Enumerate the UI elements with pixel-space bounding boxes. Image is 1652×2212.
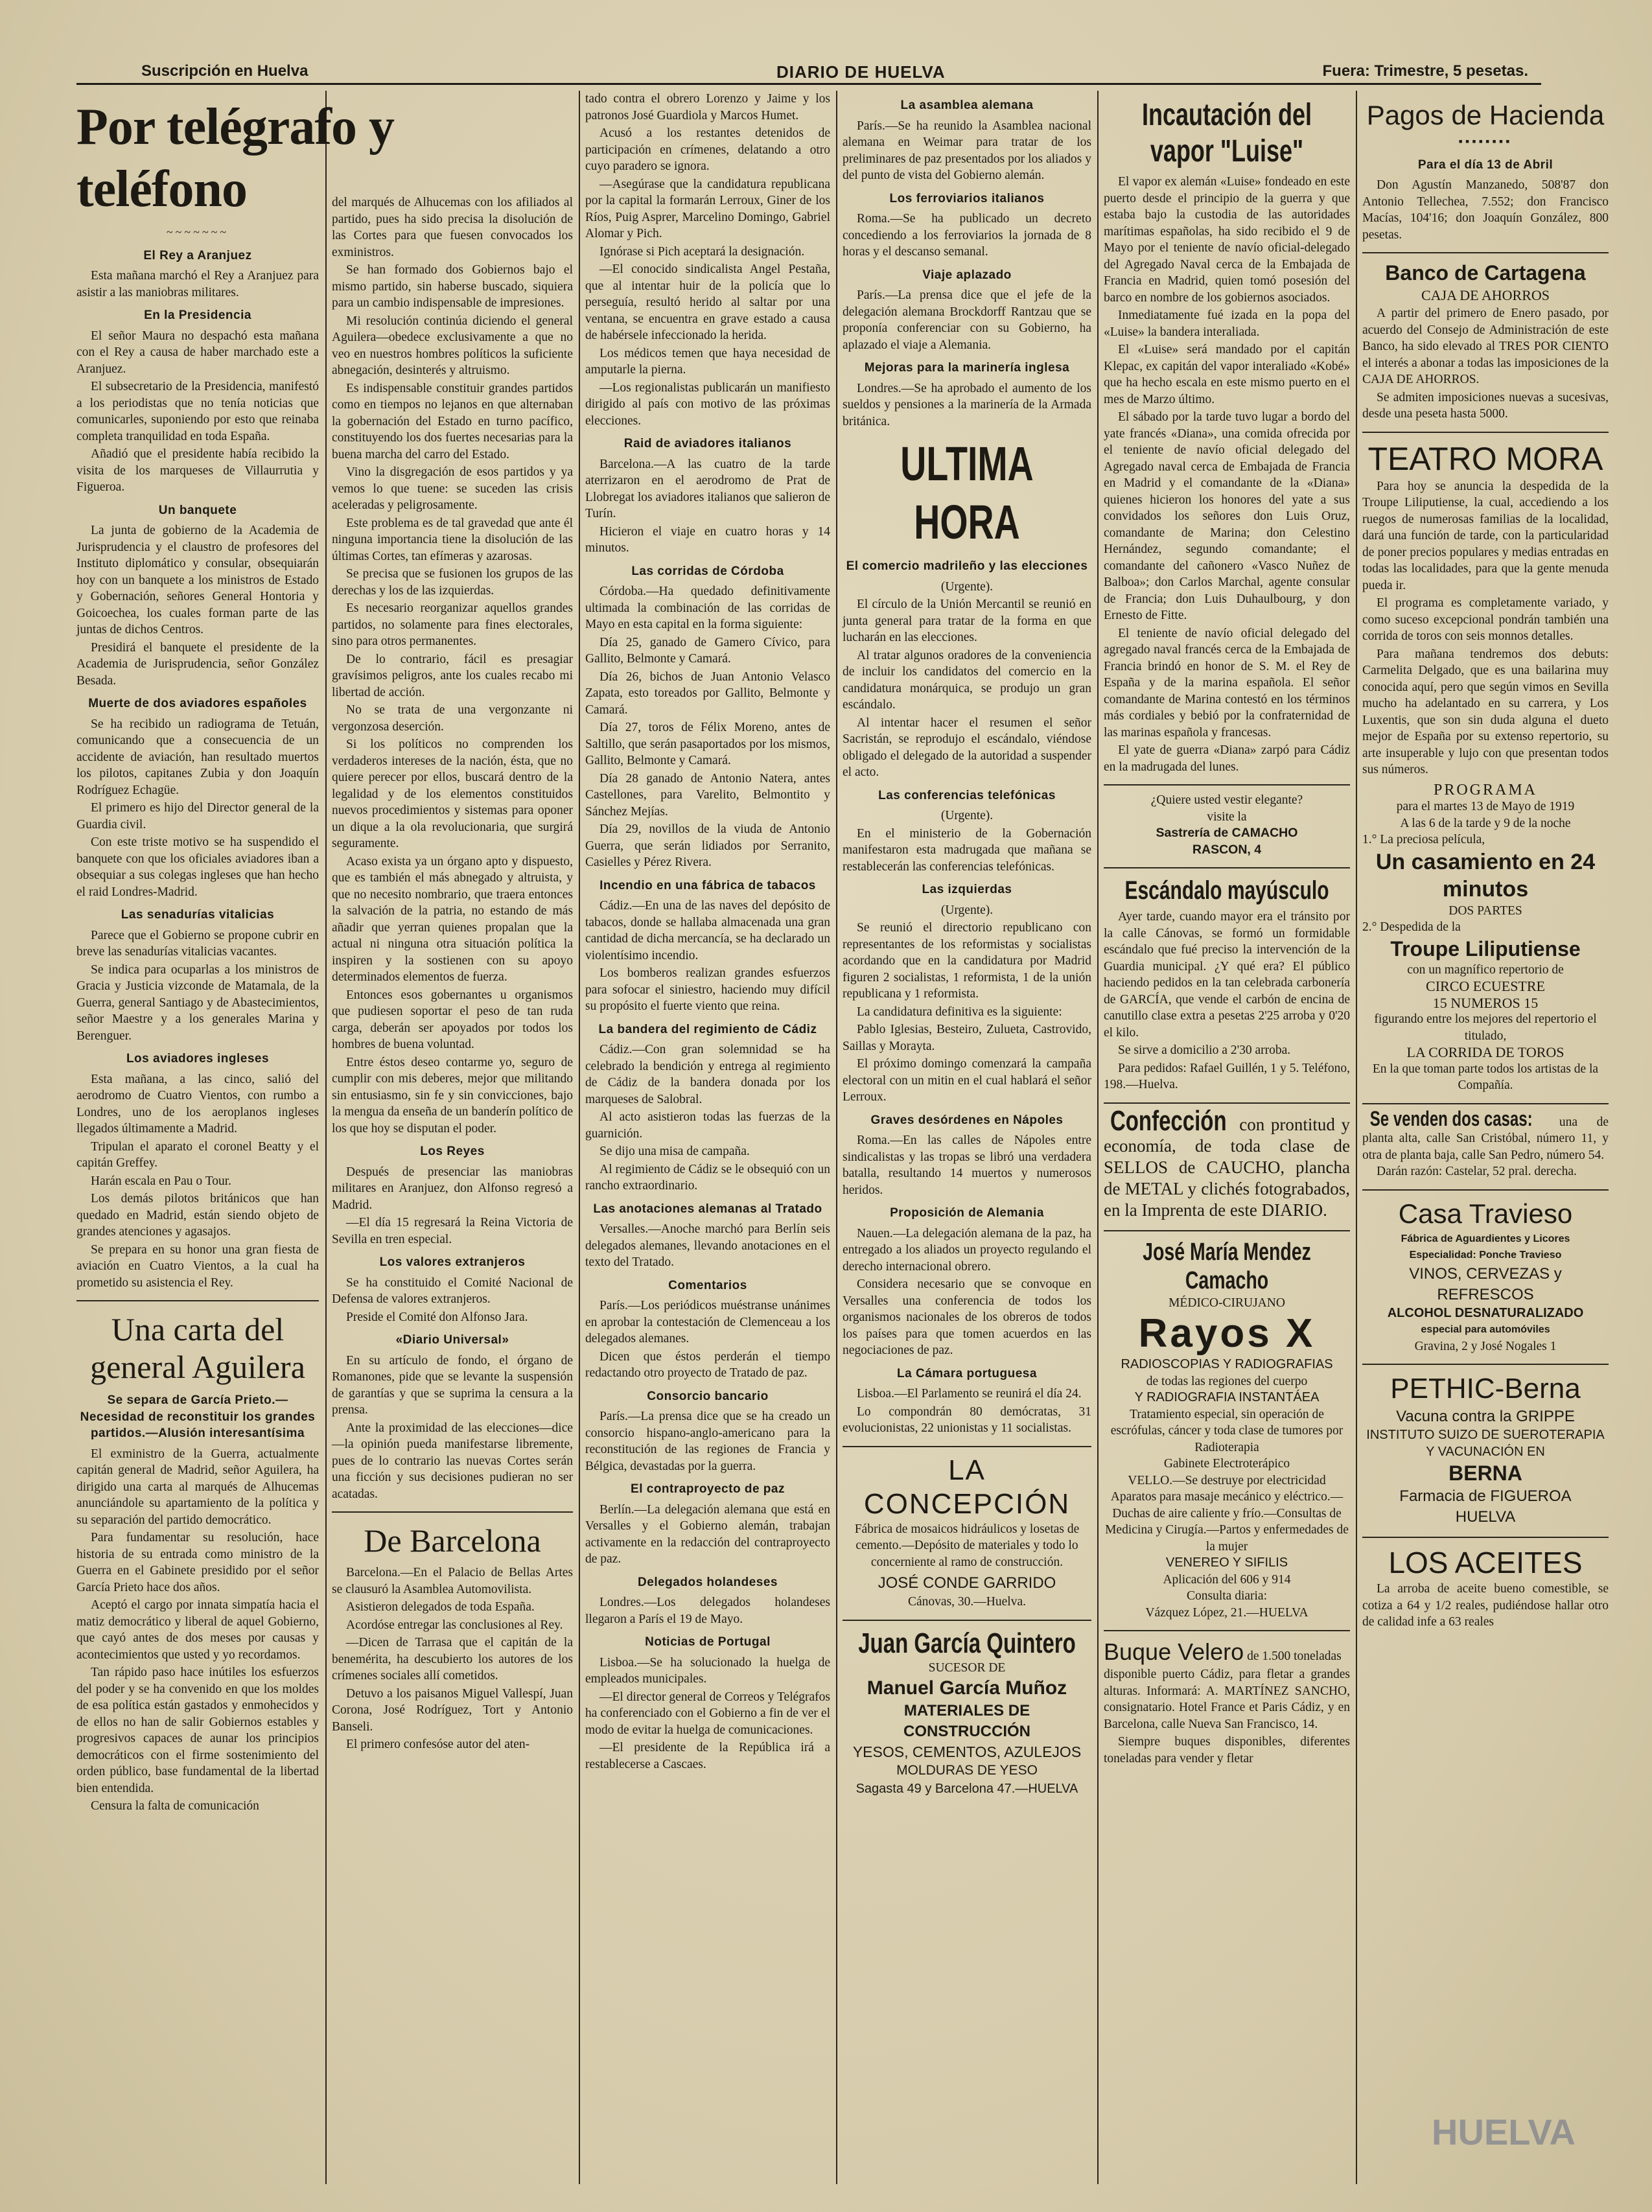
paragraph: —Dicen de Tarrasa que el capitán de la benemérita, ha descubierto los autores de los crímenes sociales allí cometidos. — [332, 1636, 573, 1682]
divider — [1104, 1230, 1350, 1231]
headline: Los ferroviarios italianos — [889, 191, 1045, 205]
ad-confeccion — [1104, 1104, 1351, 1221]
paragraph: Inmediatamente fué izada en la popa del «Luise» la bandera interaliada. — [1104, 309, 1350, 339]
paragraph: Se ha recibido un radiograma de Tetuán, comunicando que a consecuencia de un accidente de aviación, han resultado muertos los pilotos, capitanes Zubia y don Joaquín Rodríguez Echagüe. — [76, 717, 319, 797]
paragraph: Presidirá el banquete el presidente de la Academia de Jurisprudencia, señor González Besada. — [76, 640, 319, 688]
paragraph: Es necesario reorganizar aquellos grandes partidos, no solamente para fines electorales, sino para otros permanentes. — [332, 601, 573, 648]
ad-text: La arroba de aceite bueno comestible, se cotiza a 64 y 1/2 reales, pudiéndose hallar otro de calidad infe a 63 reales — [1362, 1582, 1609, 1629]
column-1 — [76, 91, 394, 2184]
headline: Proposición de Alemania — [890, 1206, 1044, 1220]
urgent-label: (Urgente). — [940, 903, 994, 917]
column-2 — [332, 194, 573, 2184]
paragraph: Ayer tarde, cuando mayor era el tránsito por la calle Cánovas, se formó un formidable escándalo que fué preciso la intervención de la Guardia municipal. ¿Y qué era? El público haciendo pedidos en la tan celebrada carbonería de GARCÍA, que vende el carbón de encina de canutillo clase extra a pesetas 2'25 arroba y 0'20 el kilo. — [1104, 910, 1350, 1040]
paragraph: Acordóse entregar las conclusiones al Rey. — [346, 1618, 563, 1632]
paragraph: Considera necesario que se convoque en Versalles una conferencia de todos los organismos nacionales de los obreros de todos los países para que tomen acuerdos en las negociaciones de paz. — [843, 1277, 1091, 1357]
paragraph: En su artículo de fondo, el órgano de Romanones, pide que se levante la suspensión de garantías y que se suprima la censura a la prensa. — [332, 1353, 573, 1417]
paragraph: Con este triste motivo se ha suspendido el banquete con que los oficiales aviadores iban a obsequiar a sus colegas ingleses que han hecho el raid Londres-Madrid. — [76, 835, 319, 899]
ad-text: Manuel García Muñoz — [867, 1677, 1067, 1699]
ad-address: Vázquez López, 21.—HUELVA — [1145, 1605, 1309, 1620]
paragraph: Dicen que éstos perderán el tiempo redactando otro proyecto de Tratado de paz. — [585, 1349, 830, 1380]
paragraph: Para mañana tendremos dos debuts: Carmelita Delgado, que es una bailarina muy conocida aquí, pero que según vimos en Sevilla mucho ha adelantado en su carrera, y Los Luxentis, que son sin duda alguna el dueto mejor de España por su extenso repertorio, su arte insuperable y lujo con que presentan todos sus números. — [1362, 647, 1609, 776]
paragraph: Se han formado dos Gobiernos bajo el mismo partido, sin haberse buscado, siquiera para un cambio indispensable de impresiones. — [332, 263, 573, 310]
ad-sastreria-camacho — [1104, 792, 1350, 858]
paragraph: El teniente de navío oficial delegado del agregado naval francés cerca de la Embajada de Francia brindó en honor de S. M. el Rey de España y de la marina española. El señor comandante de Marina contestó en los términos más cordiales y bebió por la confraternidad de las marinas española y francesas. — [1104, 626, 1350, 739]
ad-address: Cánovas, 30.—Huelva. — [908, 1595, 1026, 1609]
column-rule — [579, 91, 580, 2184]
divider — [1104, 867, 1350, 868]
ornament: ▪▪▪▪▪▪▪▪ — [1458, 135, 1513, 148]
headline: Los valores extranjeros — [379, 1255, 526, 1269]
paragraph: Día 29, novillos de la viuda de Antonio Guerra, que serán lidiados por Serranito, Casielles y Pérez Rivera. — [585, 822, 830, 869]
paragraph: Este problema es de tal gravedad que ante él ninguna importancia tiene la disolución de las últimas Cortes, tan efímeras y azarosas. — [332, 516, 573, 563]
subscription-label: Suscripción en Huelva — [141, 62, 308, 80]
paragraph: Tan rápido paso hace inútiles los esfuerzos del poder y se ha convenido en que los moldes de esa política están gastados y enmohecidos y de ellos no han de salir Gobiernos estables y progresivos capaces de aunar los principios democráticos con el firme sostenimiento del orden público, base fundamental de la libertad bien entendida. — [76, 1666, 319, 1795]
ad-title-banco-cartagena: Banco de Cartagena — [1385, 261, 1586, 285]
ad-text: Aplicación del 606 y 914 — [1163, 1572, 1291, 1587]
paragraph: Lo compondrán 80 demócratas, 31 evolucionistas, 22 unionistas y 11 socialistas. — [843, 1404, 1091, 1435]
ad-text: visite la — [1207, 809, 1247, 824]
program-title: PROGRAMA — [1433, 781, 1538, 798]
paragraph: Córdoba.—Ha quedado definitivamente ultimada la combinación de las corridas de Mayo en esta capital en la forma siguiente: — [585, 585, 830, 631]
ornament: ~~~~~~~ — [166, 226, 229, 239]
section-title-barcelona: De Barcelona — [364, 1522, 541, 1559]
headline: Las anotaciones alemanas al Tratado — [593, 1202, 822, 1216]
paragraph: París.—Los periódicos muéstranse unánimes en aprobar la contestación de Clemenceau a los delegados alemanes. — [585, 1299, 830, 1345]
ad-text: VENEREO Y SIFILIS — [1165, 1555, 1288, 1570]
divider — [1104, 1630, 1350, 1631]
ad-text: MATERIALES DE CONSTRUCCIÓN — [903, 1702, 1030, 1740]
headline: Las senadurías vitalicias — [121, 908, 275, 922]
ad-text: Siempre buques disponibles, diferentes toneladas para vender y fletar — [1104, 1735, 1350, 1765]
ad-text: MÉDICO-CIRUJANO — [1169, 1296, 1285, 1310]
paragraph: —El presidente de la República irá a restablecerse a Cascaes. — [585, 1741, 830, 1771]
paragraph: —El director general de Correos y Telégrafos ha conferenciado con el Gobierno a fin de ver el modo de evitar la huelga de comunicaciones. — [585, 1690, 830, 1737]
paragraph: La junta de gobierno de la Academia de Jurisprudencia y el claustro de profesores del Instituto diplomático y consular, obsequiarán hoy con un banquete a los ministros de Estado y Gobernación, señores General Hontoria y Goicoechea, los cuales forman parte de las juntas de dichos Centros. — [76, 524, 319, 636]
ad-text: Sastrería de CAMACHO — [1156, 826, 1298, 840]
paragraph: París.—La prensa dice que se ha creado un consorcio hispano-anglo-americano para la reconstitución de las regiones de Francia y Bélgica, devastadas por la guerra. — [585, 1410, 830, 1473]
ad-title: PETHIC-Berna — [1390, 1373, 1581, 1404]
paragraph: Si los políticos no comprenden los verdaderos intereses de la nación, ésta, que no quiere perecer por ellos, buscará dentro de la legalidad y de los elementos constituidos nuevos procedimientos y sistemas para oponer un dique a la ola revolucionaria, que surgirá seguramente. — [332, 738, 573, 850]
paragraph: En el ministerio de la Gobernación manifestaron esta madrugada que mañana se restablecerán las conferencias telefónicas. — [843, 826, 1091, 874]
ad-garcia-quintero — [843, 1627, 1091, 1799]
paragraph: Mi resolución continúa diciendo el general Aguilera—obedece exclusivamente a que no veo en nuestros hombres políticos la suficiente abnegación, desinterés y altruismo. — [332, 314, 573, 377]
paragraph: Se indica para ocuparlas a los ministros de Gracia y Justicia vizconde de Matamala, de la Guerra, general Santiago y de Abastecimientos, señor Maestre y a los generales Marina y Berenguer. — [76, 962, 319, 1043]
column-4 — [843, 91, 1091, 2184]
column-rule — [325, 91, 327, 2184]
ad-text: HUELVA — [1455, 1508, 1516, 1526]
column-rule — [836, 91, 837, 2184]
paragraph: —Los regionalistas publicarán un manifiesto dirigido al país con motivo de las próximas elecciones. — [585, 380, 830, 428]
headline: Mejoras para la marinería inglesa — [864, 361, 1070, 375]
ad-pethic-berna — [1362, 1371, 1609, 1528]
paragraph: Se precisa que se fusionen los grupos de las derechas y los de las izquierdas. — [332, 567, 573, 598]
paragraph: Cádiz.—Con gran solemnidad se ha celebrado la bendición y entrega al regimiento de Cádiz de la bandera donada por los marqueses de Salobral. — [585, 1043, 830, 1106]
column-6 — [1362, 91, 1609, 2184]
paragraph: Acusó a los restantes detenidos de participación en crímenes, delatando a otro cuyo paradero se ignora. — [585, 126, 830, 173]
column-rule — [1356, 91, 1357, 2184]
headline: Muerte de dos aviadores españoles — [88, 697, 307, 710]
ad-text: Especialidad: Ponche Travieso — [1409, 1250, 1562, 1261]
ad-subtitle: CAJA DE AHORROS — [1421, 287, 1550, 303]
paragraph: Añadió que el presidente había recibido la visita de los marqueses de Villaurrutia y Figueroa. — [76, 447, 319, 494]
ad-text: Fábrica de Aguardientes y Licores — [1401, 1233, 1570, 1244]
paragraph: El «Luise» será mandado por el capitán Klepac, ex capitán del vapor interaliado «Kobé» que ha hecho escala en este mismo puerto en el mes de Marzo último. — [1104, 343, 1350, 406]
ad-title: Casa Travieso — [1398, 1198, 1573, 1229]
paragraph: Preside el Comité don Alfonso Jara. — [346, 1310, 528, 1324]
newspaper-name: DIARIO DE HUELVA — [776, 62, 946, 82]
article-title-escandalo: Escándalo mayúsculo — [1124, 876, 1329, 905]
paragraph: La candidatura definitiva es la siguiente: — [857, 1005, 1062, 1019]
paragraph: Al regimiento de Cádiz se le obsequió con un rancho extraordinario. — [585, 1162, 830, 1193]
article-title-luise: Incautación del vapor "Luise" — [1141, 98, 1312, 169]
paragraph: Día 26, bichos de Juan Antonio Velasco Zapata, esto toreados por Gallito, Belmonte y Camará. — [585, 669, 830, 717]
paragraph: Al intentar hacer el resumen el señor Sacristán, se reprodujo el escándalo, viéndose obligado el delegado de la autoridad a suspender el acto. — [843, 716, 1091, 779]
ad-los-aceites — [1362, 1544, 1609, 1631]
paragraph: El yate de guerra «Diana» zarpó para Cádiz en la madrugada del lunes. — [1104, 743, 1350, 774]
masthead-bar — [76, 60, 1541, 85]
column-3 — [585, 91, 830, 2184]
divider — [1104, 784, 1350, 786]
paragraph: Esta mañana, a las cinco, salió del aerodromo de Cuatro Vientos, con rumbo a Londres, uno de los aeroplanos ingleses llegados últimamente a Madrid. — [76, 1072, 319, 1135]
program-times: A las 6 de la tarde y 9 de la noche — [1400, 816, 1571, 830]
headline: Un banquete — [158, 503, 237, 517]
ad-text: Vacuna contra la GRIPPE — [1396, 1408, 1575, 1425]
program-item: con un magnífico repertorio de — [1407, 962, 1564, 977]
headline: Viaje aplazado — [922, 268, 1012, 282]
ad-text: SUCESOR DE — [928, 1660, 1006, 1675]
ad-text: ¿Quiere usted vestir elegante? — [1150, 793, 1303, 807]
paragraph: —Asegúrase que la candidatura republicana por la capital la formarán Lerroux, Giner de los Ríos, Puig Asprer, Marcelino Domingo, Gabriel Alomar y Pich. — [585, 177, 830, 240]
paragraph: Acaso exista ya un órgano apto y dispuesto, que es también el más abnegado y altruista, y que no necesito nombrario, que traera entonces la salvación de la patria, no estando de más añadir que yerran quienes propalan que la actual ni ninguna otra situación política la inspiren y la sostienen con su apoyo determinados elementos de fuerza. — [332, 854, 573, 984]
paragraph: Harán escala en Pau o Tour. — [91, 1174, 232, 1188]
paragraph: Tripulan el aparato el coronel Beatty y el capitán Greffey. — [76, 1139, 319, 1170]
divider — [1362, 1189, 1609, 1191]
price-label: Fuera: Trimestre, 5 pesetas. — [1322, 62, 1528, 80]
paragraph: Para pedidos: Rafael Guillén, 1 y 5. Teléfono, 198.—Huelva. — [1104, 1061, 1350, 1091]
column-rule — [1097, 91, 1099, 2184]
ad-title: LA CONCEPCIÓN — [863, 1454, 1071, 1520]
ad-text: Darán razón: Castelar, 52 pral. derecha. — [1377, 1165, 1577, 1178]
headline: Noticias de Portugal — [645, 1635, 771, 1649]
paragraph: Al acto asistieron todas las fuerzas de la guarnición. — [585, 1110, 830, 1141]
paragraph: —El día 15 regresará la Reina Victoria de Sevilla en tren especial. — [332, 1216, 573, 1246]
paragraph: París.—Se ha reunido la Asamblea nacional alemana en Weimar para tratar de los preliminares de paz presentados por los aliados y del punto de vista del Gobierno alemán. — [843, 119, 1091, 182]
ad-text: Gabinete Electroterápico — [1163, 1457, 1290, 1471]
ad-rayos-x: Rayos X — [1138, 1311, 1316, 1356]
paragraph: Roma.—Se ha publicado un decreto concediendo a los ferroviarios la jornada de 8 horas y el descanso semanal. — [843, 212, 1091, 259]
divider — [332, 1511, 573, 1513]
paragraph: Para fundamentar su resolución, hace historia de su entrada como ministro de la Guerra en el Gabinete presidido por el señor García Prieto hace dos años. — [76, 1531, 319, 1594]
troupe-title: Troupe Liliputiense — [1390, 937, 1581, 960]
ad-address: Sagasta 49 y Barcelona 47.—HUELVA — [855, 1782, 1078, 1796]
ad-address: RASCON, 4 — [1192, 842, 1262, 857]
headline: Para el día 13 de Abril — [1417, 157, 1553, 172]
ad-title: Buque Velero — [1104, 1638, 1244, 1665]
headline: El Rey a Aranjuez — [143, 248, 252, 262]
paragraph: Asistieron delegados de toda España. — [346, 1600, 535, 1614]
divider — [1362, 1364, 1609, 1365]
paragraph: —El conocido sindicalista Angel Pestaña, que al intentar huir de la policía que lo perseguía, resultó herido al saltar por una ventana, se encuentra en grave estado a causa de habérsele infeccionado la herida. — [585, 262, 830, 342]
paragraph: Pablo Iglesias, Besteiro, Zulueta, Castrovido, Saillas y Morayta. — [843, 1023, 1091, 1053]
headline: Las corridas de Córdoba — [631, 564, 784, 578]
paragraph: Los bomberos realizan grandes esfuerzos para sofocar el siniestro, haciendo muy difícil su propósito el fuerte viento que reina. — [585, 966, 830, 1013]
paragraph: Londres.—Se ha aprobado el aumento de los sueldos y pensiones a la marinería de la Armada británica. — [843, 381, 1091, 428]
headline: Raid de aviadores italianos — [623, 437, 792, 450]
program-date: para el martes 13 de Mayo de 1919 — [1396, 800, 1575, 813]
ad-text: Fábrica de mosaicos hidráulicos y losetas de cemento.—Depósito de materiales y todo lo concerniente al ramo de construcción. — [854, 1522, 1080, 1569]
paragraph: Esta mañana marchó el Rey a Aranjuez para asistir a las maniobras militares. — [76, 269, 319, 299]
paragraph: Lisboa.—Se ha solucionado la huelga de empleados municipales. — [585, 1655, 830, 1686]
paragraph: Cádiz.—En una de las naves del depósito de tabacos, donde se hallaba almacenada una gran cantidad de dicha mercancía, se ha declarado un violentísimo incendio. — [585, 899, 830, 962]
paragraph: Al tratar algunos oradores de la conveniencia de incluir los candidatos del comercio en la candidatura monárquica, se produjo un gran escándalo. — [843, 648, 1091, 712]
paragraph: Los demás pilotos británicos que han quedado en Madrid, están siendo objeto de grandes atenciones y agasajos. — [76, 1192, 319, 1239]
paragraph: Barcelona.—En el Palacio de Bellas Artes se clausuró la Asamblea Automovilista. — [332, 1566, 573, 1596]
paragraph: El exministro de la Guerra, actualmente capitán general de Madrid, señor Aguilera, ha dirigido una carta al marqués de Alhucemas anunciándole su apartamiento de la política y su separación del partido democrático. — [76, 1447, 319, 1527]
paragraph: No se trata de una vergonzante ni vergonzosa deserción. — [332, 703, 573, 734]
headline: Consorcio bancario — [647, 1389, 769, 1403]
paragraph: Ignórase si Pich aceptará la designación. — [599, 244, 805, 259]
ad-buque-velero — [1104, 1638, 1350, 1767]
paragraph: Después de presenciar las maniobras militares en Aranjuez, don Alfonso regresó a Madrid. — [332, 1165, 573, 1212]
paragraph: Don Agustín Manzanedo, 508'87 don Antonio Tellechea, 7.552; don Francisco Macías, 104'16; don Joaquín González, 800 pesetas. — [1362, 178, 1609, 242]
archive-stamp: HUELVA — [1432, 2112, 1576, 2152]
headline: Graves desórdenes en Nápoles — [870, 1113, 1064, 1127]
film-title: Un casamiento en 24 minutos — [1375, 849, 1596, 902]
ad-text: YESOS, CEMENTOS, AZULEJOS — [852, 1743, 1082, 1760]
headline: El comercio madrileño y las elecciones — [846, 559, 1088, 573]
paragraph: El sábado por la tarde tuvo lugar a bordo del yate francés «Diana», una comida ofrecida por el teniente de navío oficial delegado del Agregado naval cerca de Embajada de Francia en Madrid y el comandante de la «Diana» quienes hicieron los honores del yate a sus convidados los señores don Luis Oruz, comandante de Marina; don Celestino Hernández, segundo comandante; el comandante del cañonero «Vasco Nuñez de Balboa»; don Carlos Marchal, agente consular de Francia; don Luis Duhaulbourg, y don Ernesto de Fitte. — [1104, 410, 1350, 622]
paragraph: Censura la falta de comunicación — [91, 1799, 259, 1813]
paragraph: Vino la disgregación de esos partidos y ya vemos lo que tuene: se suceden las crisis aceleradas y peligrosamente. — [332, 465, 573, 512]
section-title-hacienda: Pagos de Hacienda — [1366, 100, 1605, 130]
ad-text: especial para automóviles — [1421, 1324, 1550, 1335]
ad-mendez-camacho — [1104, 1238, 1350, 1622]
paragraph: Día 25, ganado de Gamero Cívico, para Gallito, Belmonte y Camará. — [585, 635, 830, 666]
ad-text: una de planta alta, calle San Cristóbal, número 11, y otra de planta baja, calle San Pedro, número 54. — [1362, 1115, 1609, 1162]
paragraph: Barcelona.—A las cuatro de la tarde aterrizaron en el aerodromo de Prat de Llobregat los aviadores italianos que salieron de Turín. — [585, 457, 830, 520]
paragraph: El señor Maura no despachó esta mañana con el Rey a causa de haber marchado este a Aranjuez. — [76, 329, 319, 376]
paragraph: del marqués de Alhucemas con los afiliados al partido, pues ha sido precisa la disolución de las Cortes para que fuesen convocados los exministros. — [332, 196, 573, 259]
ad-text: BERNA — [1448, 1461, 1522, 1485]
subheadline: Se separa de García Prieto.—Necesidad de reconstituir los grandes partidos.—Alusión interesantísima — [80, 1393, 316, 1440]
urgent-label: (Urgente). — [940, 809, 994, 822]
paragraph: A partir del primero de Enero pasado, por acuerdo del Consejo de Administración de este Banco, ha sido elevado al TRES POR CIENTO el interés a abonar a todas las imposiciones de la CAJA DE AHORROS. — [1362, 307, 1609, 386]
ad-text: con prontitud y economía, de toda clase de SELLOS de CAUCHO, plancha de METAL y clichés fotograbados, en la Imprenta de este DIARIO. — [1104, 1114, 1351, 1220]
paragraph: Se sirve a domicilio a 2'30 arroba. — [1118, 1043, 1291, 1057]
paragraph: El primero confesóse autor del aten- — [346, 1738, 530, 1751]
ad-title: LOS ACEITES — [1388, 1546, 1583, 1579]
ad-text: VINOS, CERVEZAS y REFRESCOS — [1409, 1264, 1562, 1303]
paragraph: Versalles.—Anoche marchó para Berlín seis delegados alemanes, llevando anotaciones en el texto del Tratado. — [585, 1222, 830, 1269]
program-item: 2.° Despedida de la — [1362, 920, 1461, 934]
headline: Las conferencias telefónicas — [878, 788, 1056, 802]
paragraph: Hicieron el viaje en cuatro horas y 14 minutos. — [585, 524, 830, 555]
paragraph: Lisboa.—El Parlamento se reunirá el día 24. — [857, 1387, 1082, 1401]
ad-text: INSTITUTO SUIZO DE SUEROTERAPIA Y VACUNACIÓN EN — [1366, 1428, 1605, 1459]
divider — [1362, 1103, 1609, 1104]
headline: Delegados holandeses — [638, 1575, 778, 1589]
ad-address: Gravina, 2 y José Nogales 1 — [1414, 1339, 1557, 1353]
ad-text: MOLDURAS DE YESO — [896, 1763, 1038, 1778]
ad-text: Tratamiento especial, sin operación de escrófulas, cáncer y toda clase de tumores por Radioterapia — [1110, 1407, 1344, 1454]
paragraph: Se ha constituido el Comité Nacional de Defensa de valores extranjeros. — [332, 1275, 573, 1306]
program-item: DOS PARTES — [1448, 903, 1522, 918]
ad-text: disponible puerto Cádiz, para fletar a grandes alturas. Informará: A. MARTÍNEZ SANCHO, consignatario. Hotel France et Paris Cádiz, y en Barcelona, calle Nueva San Francisco, 14. — [1104, 1668, 1350, 1731]
headline: Las izquierdas — [922, 883, 1012, 896]
headline: Los aviadores ingleses — [126, 1052, 270, 1065]
headline: La asamblea alemana — [900, 99, 1034, 112]
ad-owner: JOSÉ CONDE GARRIDO — [878, 1574, 1056, 1592]
paragraph: Para hoy se anuncia la despedida de la Troupe Liliputiense, la cual, accediendo a los ruegos de numerosas familias de la localidad, dará una función de tarde, con la particularidad de poner precios populares y medias entradas en todas las localidades, para que la gente menuda pueda ir. — [1362, 479, 1609, 592]
ad-title: Juan García Quintero — [858, 1627, 1076, 1659]
ad-text: ALCOHOL DESNATURALIZADO — [1387, 1305, 1584, 1320]
paragraph: Se prepara en su honor una gran fiesta de aviación en Cuatro Vientos, a la cual ha prometido su asistencia el Rey. — [76, 1242, 319, 1290]
program-item: En la que toman parte todos los artistas de la Compañía. — [1372, 1062, 1599, 1092]
headline: La Cámara portuguesa — [897, 1366, 1037, 1380]
ad-text: RADIOSCOPIAS Y RADIOGRAFIAS — [1121, 1357, 1333, 1371]
ad-title: José María Mendez Camacho — [1143, 1238, 1311, 1294]
divider — [1362, 432, 1609, 433]
paragraph: Londres.—Los delegados holandeses llegaron a París el 19 de Mayo. — [585, 1596, 830, 1626]
section-title-teatro-mora: TEATRO MORA — [1367, 440, 1603, 477]
section-title-telegrafo: Por telégrafo y teléfono — [76, 99, 394, 218]
paragraph: De lo contrario, fácil es presagiar gravísimos peligros, ante los cuales recabo mi libertad de acción. — [332, 652, 573, 699]
theatre-program — [1362, 782, 1609, 1094]
paragraph: El subsecretario de la Presidencia, manifestó a los periodistas que no tenía noticias que comunicarles, suponiendo por esto que reinaba completa tranquilidad en toda España. — [76, 380, 319, 443]
paragraph: Se admiten imposiciones nuevas a sucesivas, desde una peseta hasta 5000. — [1362, 390, 1609, 421]
headline: La bandera del regimiento de Cádiz — [598, 1022, 817, 1036]
ad-se-venden-casas — [1362, 1106, 1609, 1180]
paragraph: El círculo de la Unión Mercantil se reunió en junta general para tratar de la forma en que lucharán en las elecciones. — [843, 598, 1091, 644]
headline: Comentarios — [668, 1278, 747, 1292]
divider — [843, 1620, 1091, 1621]
program-item: 15 NUMEROS 15 — [1432, 994, 1539, 1011]
divider — [1104, 1102, 1350, 1104]
paragraph: Detuvo a los paisanos Miguel Vallespí, Juan Corona, José Rodríguez, Tort y Antonio Banseli. — [332, 1686, 573, 1734]
paragraph: Se reunió el directorio republicano con representantes de los reformistas y socialistas acordando que en la candidatura por Madrid figuren 2 socialistas, 1 reformista, 1 de la unión republicana y 1 reformista. — [843, 921, 1091, 1001]
column-5 — [1104, 91, 1350, 2184]
ad-text: Farmacia de FIGUEROA — [1399, 1487, 1572, 1505]
ad-text: de todas las regiones del cuerpo — [1146, 1374, 1308, 1388]
headline: Los Reyes — [420, 1145, 485, 1158]
program-item: CIRCO ECUESTRE — [1426, 978, 1545, 994]
ad-casa-travieso — [1362, 1197, 1609, 1355]
paragraph: Berlín.—La delegación alemana que está en Versalles y el Gobierno alemán, trabajan activamente en la redacción del contraproyecto de paz. — [585, 1502, 830, 1566]
divider — [843, 1446, 1091, 1447]
paragraph: El próximo domingo comenzará la campaña electoral con un mitin en el cual hablará el señor Lerroux. — [843, 1057, 1091, 1104]
headline: «Diario Universal» — [395, 1333, 509, 1347]
paragraph: Parece que el Gobierno se propone cubrir en breve las senadurías vitalicias vacantes. — [76, 928, 319, 959]
paragraph: Día 28 ganado de Antonio Natera, antes Castellones, para Varelito, Belmontito y Sánchez Mejías. — [585, 771, 830, 819]
divider — [1362, 1537, 1609, 1538]
paragraph: Entre éstos deseo contarme yo, seguro de cumplir con mis deberes, mejor que militando sin entusiasmo, sin fe y sin convicciones, bajo la mengua da enseña de un banderín político de los que hoy se disputan el poder. — [332, 1055, 573, 1135]
ad-la-concepcion — [843, 1454, 1091, 1611]
ad-text: Aparatos para masaje mecánico y eléctrico.—Duchas de aire caliente y frío.—Consultas de Medicina y Cirugía.—Partos y enfermedades de la mujer — [1105, 1490, 1349, 1554]
ad-text: Y RADIOGRAFIA INSTANTÁEA — [1134, 1390, 1320, 1404]
headline: Incendio en una fábrica de tabacos — [599, 878, 816, 892]
article-title-aguilera: Una carta del general Aguilera — [90, 1311, 305, 1385]
ad-text: Consulta diaria: — [1186, 1589, 1268, 1603]
headline: En la Presidencia — [144, 309, 251, 322]
program-item: 1.° La preciosa película, — [1362, 833, 1485, 846]
paragraph: Es indispensable constituir grandes partidos como en tiempos no lejanos en que alternaban la gobernación del Estado en turno pacífico, constituyendo los dos fuertes necesarias para la buena marcha del carro del Estado. — [332, 381, 573, 461]
headline: El contraproyecto de paz — [631, 1482, 785, 1496]
urgent-label: (Urgente). — [940, 579, 994, 594]
paragraph: Se dijo una misa de campaña. — [599, 1145, 750, 1158]
paragraph: El vapor ex alemán «Luise» fondeado en este puerto desde el principio de la guerra y que estaba bajo la custodia de las autoridades marítimas españolas, ha sido recibido el 9 de Mayo por el teniente de navío oficial-delegado del Agregado Naval cerca de la Embajada de Francia en Madrid, quien tomó posesión del barco en nombre de los gobiernos asociados. — [1104, 175, 1350, 305]
program-item: LA CORRIDA DE TOROS — [1406, 1044, 1565, 1060]
paragraph: Los médicos temen que haya necesidad de amputarle la pierna. — [585, 346, 830, 377]
ad-text: de 1.500 toneladas — [1247, 1649, 1342, 1663]
paragraph: Día 27, toros de Félix Moreno, antes de Saltillo, que serán pasaportados por los mismos, Gallito, Belmonte y Camará. — [585, 721, 830, 767]
paragraph: Nauen.—La delegación alemana de la paz, ha entregado a los aliados un proyecto regulando el derecho internacional obrero. — [843, 1226, 1091, 1274]
program-item: figurando entre los mejores del repertorio el titulado, — [1374, 1012, 1597, 1043]
ad-text: VELLO.—Se destruye por electricidad — [1128, 1473, 1326, 1487]
ad-title: Se venden dos casas: — [1369, 1106, 1533, 1130]
section-title-ultima-hora: ULTIMA HORA — [900, 437, 1034, 549]
paragraph: Entonces esos gobernantes u organismos que pudiesen soportar el peso de tan ruda carga, deberán ser apoyados por todos los hombres de buena voluntad. — [332, 988, 573, 1051]
ad-title: Confección — [1110, 1104, 1227, 1137]
paragraph: París.—La prensa dice que el jefe de la delegación alemana Brockdorff Rantzau que se proponía conferenciar con su Gobierno, ha aplazado el viaje a Alemania. — [843, 288, 1091, 352]
paragraph: Aceptó el cargo por innata simpatía hacia el matiz democrático y liberal de aquel Gobierno, que cayó antes de dos meses por causas y acontecimientos que usted y yo recordamos. — [76, 1598, 319, 1662]
paragraph: El primero es hijo del Director general de la Guardia civil. — [76, 801, 319, 832]
paragraph: El programa es completamente variado, y como suceso excepcional pondrán también una corrida de toros con seis monnos detalles. — [1362, 596, 1609, 643]
divider — [76, 1300, 319, 1301]
paragraph: Roma.—En las calles de Nápoles entre sindicalistas y las tropas se libró una verdadera batalla, resultando 14 muertos y numerosos heridos. — [843, 1134, 1091, 1197]
divider — [1362, 252, 1609, 253]
paragraph: tado contra el obrero Lorenzo y Jaime y los patronos José Guardiola y Marcos Humet. — [585, 92, 830, 122]
paragraph: Ante la proximidad de las elecciones—dice—la opinión pueda manifestarse libremente, pues de lo contrario las nuevas Cortes serán una ficción y sus decisiones pudieran no ser acatadas. — [332, 1421, 573, 1501]
